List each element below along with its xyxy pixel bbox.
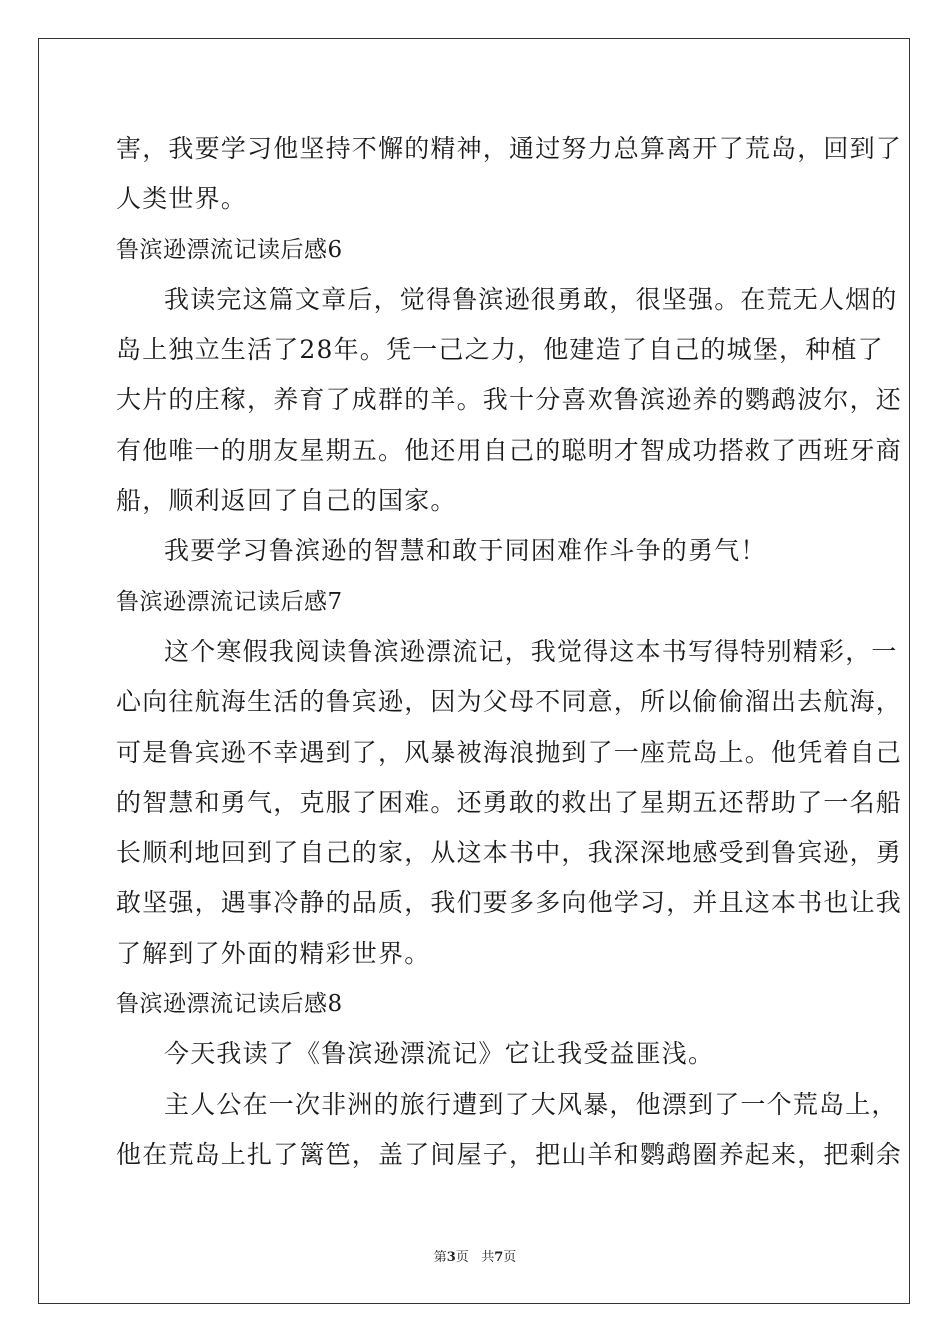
paragraph-line: 了解到了外面的精彩世界。 [116,938,431,968]
footer-mid: 页 共 [455,1250,495,1265]
paragraph-line: 敢坚强，遇事冷静的品质，我们要多多向他学习，并且这本书也让我 [116,888,903,918]
paragraph-line: 他在荒岛上扎了篱笆，盖了间屋子，把山羊和鹦鹉圈养起来，把剩余 [116,1139,903,1169]
paragraph-line: 有他唯一的朋友星期五。他还用自己的聪明才智成功搭救了西班牙商 [116,435,903,465]
footer-suffix: 页 [503,1250,517,1265]
total-page-number: 7 [494,1250,504,1265]
page-footer [0,1246,950,1265]
section-heading-8: 鲁滨逊漂流记读后感8 [116,991,343,1018]
footer-prefix: 第 [433,1250,447,1265]
paragraph-line: 心向往航海生活的鲁宾逊，因为父母不同意，所以偷偷溜出去航海， [116,687,903,717]
paragraph-line: 我要学习鲁滨逊的智慧和敢于同困难作斗争的勇气！ [164,536,767,566]
current-page-number: 3 [446,1250,456,1265]
paragraph-line: 今天我读了《鲁滨逊漂流记》它让我受益匪浅。 [164,1039,715,1069]
paragraph-line: 可是鲁宾逊不幸遇到了，风暴被海浪抛到了一座荒岛上。他凭着自己 [116,737,903,767]
paragraph-line: 船，顺利返回了自己的国家。 [116,486,457,516]
document-body [116,124,903,1180]
paragraph-line: 岛上独立生活了28年。凭一己之力，他建造了自己的城堡，种植了 [116,335,884,365]
paragraph-line: 人类世界。 [116,184,248,214]
paragraph-line: 主人公在一次非洲的旅行遭到了大风暴，他漂到了一个荒岛上， [164,1089,898,1119]
paragraph-line: 害，我要学习他坚持不懈的精神，通过努力总算离开了荒岛，回到了 [116,134,903,163]
paragraph-line: 大片的庄稼，养育了成群的羊。我十分喜欢鲁滨逊养的鹦鹉波尔，还 [116,385,903,415]
section-heading-6: 鲁滨逊漂流记读后感6 [116,236,343,263]
section-heading-7: 鲁滨逊漂流记读后感7 [116,588,343,615]
paragraph-line: 的智慧和勇气，克服了困难。还勇敢的救出了星期五还帮助了一名船 [116,787,903,817]
paragraph-line: 我读完这篇文章后，觉得鲁滨逊很勇敢，很坚强。在荒无人烟的 [164,284,898,314]
paragraph-line: 长顺利地回到了自己的家，从这本书中，我深深地感受到鲁宾逊，勇 [116,838,903,868]
paragraph-line: 这个寒假我阅读鲁滨逊漂流记，我觉得这本书写得特别精彩，一 [164,636,898,666]
